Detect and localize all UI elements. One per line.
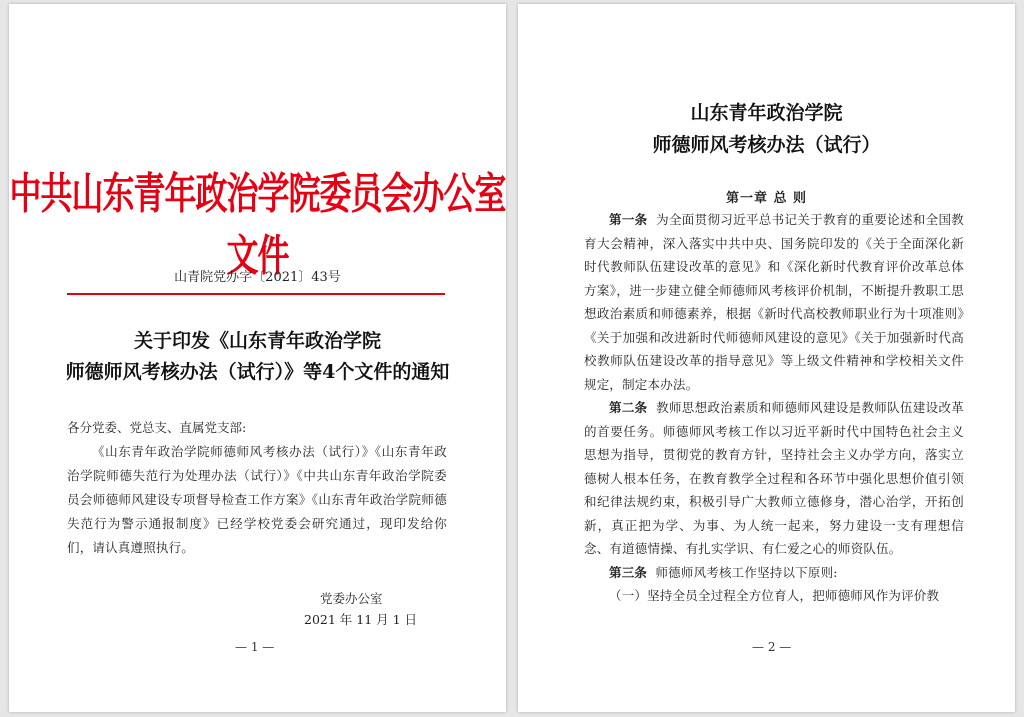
document-page-1 [9,4,506,712]
article-2-text: 教师思想政治素质和师德师风建设是教师队伍建设改革的首要任务。师德师风考核工作以习近平新时代中国特色社会主义思想为指导，贯彻党的教育方针，坚持社会主义办学方向，落实立德树人根本任务，在教育教学全过程和各环节中强化思想价值引领和纪律法规约束，积极引导广大教师立德修身，潜心治学，开拓创新，真正把为学、为事、为人统一起来，努力建设一支有理想信念、有道德情操、有扎实学识、有仁爱之心的师资队伍。 [584,400,964,556]
article-3-text: 师德师风考核工作坚持以下原则: [655,564,838,580]
red-divider-line [67,293,445,295]
regulation-title-line-2: 师德师风考核办法（试行） [652,134,881,156]
notice-title-line-1: 关于印发《山东青年政治学院 [133,330,381,352]
chapter-heading: 第一章 总 则 [725,191,808,206]
document-page-2 [518,4,1015,712]
article-1-text: 为全面贯彻习近平总书记关于教育的重要论述和全国教育大会精神，深入落实中共中央、国务院印发的《关于全面深化新时代教师队伍建设改革的意见》和《深化新时代教育评价改革总体方案》，进一步建立健全师德师风考核评价机制，不断提升教职工思想政治素质和师德素养，根据《新时代高校教师职业行为十项准则》《关于加强和改进新时代师德师风建设的意见》《关于加强新时代高校教师队伍建设改革的指导意见》等上级文件精神和学校相关文件规定，制定本办法。 [584,212,964,392]
salutation: 各分党委、党总支、直属党支部: [67,420,247,435]
red-header-title: 中共山东青年政治学院委员会办公室文件 [9,168,506,282]
issuer-signature: 党委办公室 [320,591,383,606]
notice-title [9,326,506,388]
article-3-label: 第三条 [609,564,648,580]
issue-date: 2021 年 11 月 1 日 [304,612,418,627]
regulation-body [584,208,964,608]
regulation-title [518,97,1015,161]
notice-title-line-2: 师德师风考核办法（试行）》等4个文件的通知 [65,361,450,383]
article-2 [584,396,964,561]
article-2-label: 第二条 [609,400,648,415]
regulation-title-line-1: 山东青年政治学院 [690,102,843,124]
article-3 [584,561,964,585]
article-3-item-1: （一）坚持全员全过程全方位育人，把师德师风作为评价教 [609,588,940,603]
article-1 [584,208,964,396]
page-number-1: — 1 — [235,640,275,654]
notice-body: 《山东青年政治学院师德师风考核办法（试行）》《山东青年政治学院师德失范行为处理办法（试行）》《中共山东青年政治学院委员会师德师风建设专项督导检查工作方案》《山东青年政治学院师德失范行为警示通报制度》已经学校党委会研究通过，现印发给你们，请认真遵照执行。 [67,444,447,555]
page-number-2: — 2 — [752,640,792,654]
article-1-label: 第一条 [609,212,648,227]
document-number: 山青院党办字〔2021〕43号 [174,270,341,285]
